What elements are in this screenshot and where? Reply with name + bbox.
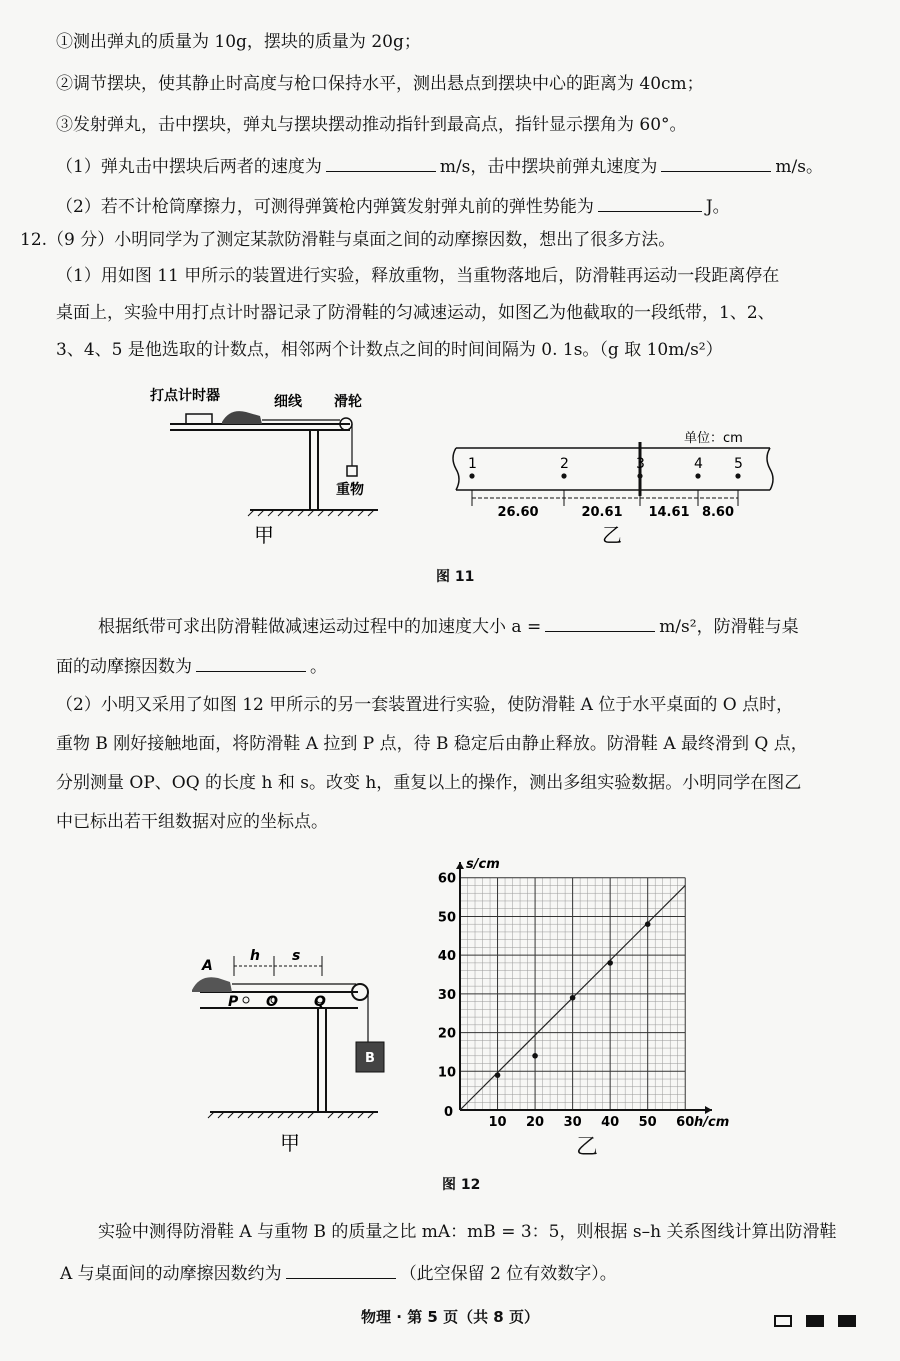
q12-final-text-b: （此空保留 2 位有效数字）。 bbox=[399, 1264, 617, 1284]
fig12-yi-label: 乙 bbox=[576, 1135, 599, 1160]
figure-12-caption: 图 12 bbox=[442, 1177, 481, 1193]
q11-part2-text-a: （2）若不计枪筒摩擦力，可测得弹簧枪内弹簧发射弹丸前的弹性势能为 bbox=[56, 197, 594, 217]
label-b: B bbox=[365, 1051, 375, 1066]
label-q: Q bbox=[314, 994, 326, 1010]
q12-part1-line3: 3、4、5 是他选取的计数点，相邻两个计数点之间的时间间隔为 0. 1s。（g 取 10m/s²） bbox=[56, 340, 723, 360]
label-a: A bbox=[202, 958, 213, 974]
q12-final-line2 bbox=[60, 1261, 617, 1286]
x-tick-label: 20 bbox=[526, 1115, 545, 1130]
fig11-pulley-label: 滑轮 bbox=[334, 394, 362, 410]
q12-accel-text-a: 根据纸带可求出防滑鞋做减速运动过程中的加速度大小 a = bbox=[98, 617, 542, 637]
answer-blank[interactable] bbox=[196, 654, 306, 672]
data-point bbox=[532, 1053, 538, 1059]
fig11-weight-label: 重物 bbox=[336, 482, 364, 498]
x-tick-label: 60 bbox=[676, 1115, 695, 1130]
x-axis-label: h/cm bbox=[694, 1115, 730, 1130]
fig12-apparatus bbox=[192, 956, 384, 1118]
step-2: ②调节摆块，使其静止时高度与枪口保持水平，测出悬点到摆块中心的距离为 40cm； bbox=[56, 74, 704, 94]
y-axis-arrow-icon bbox=[456, 862, 464, 869]
tape-point-label: 4 bbox=[694, 456, 703, 472]
q12-part1-line2: 桌面上，实验中用打点计时器记录了防滑鞋的匀减速运动，如图乙为他截取的一段纸带，1、2、 bbox=[56, 303, 775, 323]
q12-accel-text-d: 。 bbox=[310, 657, 327, 677]
fig11-unit-label: 单位：cm bbox=[684, 431, 743, 446]
fig11-yi-tape bbox=[453, 442, 773, 496]
tape-dot bbox=[469, 473, 474, 478]
q11-part2-text-b: J。 bbox=[705, 197, 730, 217]
figure-11 bbox=[150, 380, 790, 550]
mark-square-outline bbox=[774, 1315, 792, 1327]
tape-dot bbox=[735, 473, 740, 478]
x-tick-label: 30 bbox=[563, 1115, 582, 1130]
y-tick-label: 10 bbox=[437, 1065, 456, 1081]
segment-length: 20.61 bbox=[581, 505, 623, 520]
label-o: O bbox=[266, 994, 278, 1010]
fig11-timer-label: 打点计时器 bbox=[150, 388, 220, 404]
y-tick-label: 60 bbox=[437, 871, 456, 887]
q12-part1-line1: （1）用如图 11 甲所示的装置进行实验，释放重物，当重物落地后，防滑鞋再运动一段距离停在 bbox=[56, 266, 780, 286]
segment-length: 26.60 bbox=[497, 505, 539, 520]
fig11-jia-label: 甲 bbox=[254, 523, 274, 547]
mark-square-filled bbox=[806, 1315, 824, 1327]
fig11-yi-label: 乙 bbox=[602, 523, 622, 547]
q11-part1 bbox=[56, 154, 823, 179]
label-p: P bbox=[228, 994, 239, 1010]
data-point bbox=[570, 995, 576, 1001]
q12-heading: 12.（9 分）小明同学为了测定某款防滑鞋与桌面之间的动摩擦因数，想出了很多方法。 bbox=[20, 230, 676, 250]
q12-accel-text-b: m/s²，防滑鞋与桌 bbox=[659, 617, 799, 637]
q11-part1-text-b: m/s，击中摆块前弹丸速度为 bbox=[439, 157, 658, 177]
tape-point-label: 5 bbox=[734, 456, 743, 472]
tape-point-label: 2 bbox=[560, 456, 569, 472]
q12-accel-text-c: 面的动摩擦因数为 bbox=[56, 657, 192, 677]
tape-dot bbox=[637, 473, 642, 478]
y-tick-label: 40 bbox=[437, 949, 456, 965]
origin-label: 0 bbox=[444, 1105, 454, 1120]
y-tick-label: 50 bbox=[437, 910, 456, 926]
q12-final-text-a: A 与桌面间的动摩擦因数约为 bbox=[60, 1264, 282, 1284]
fig11-jia-apparatus bbox=[170, 411, 378, 516]
q12-part2-line3: 分别测量 OP、OQ 的长度 h 和 s。改变 h，重复以上的操作，测出多组实验数据。小明同学在图乙 bbox=[56, 773, 802, 793]
segment-length: 14.61 bbox=[648, 505, 690, 520]
x-tick-label: 10 bbox=[488, 1115, 507, 1130]
q12-part2-line4: 中已标出若干组数据对应的坐标点。 bbox=[56, 812, 328, 832]
fig12-jia-label: 甲 bbox=[280, 1131, 300, 1155]
q11-part1-text-c: m/s。 bbox=[775, 157, 823, 177]
x-axis-arrow-icon bbox=[705, 1106, 712, 1114]
label-s: s bbox=[292, 948, 301, 964]
shoe-icon bbox=[192, 977, 232, 992]
answer-blank[interactable] bbox=[326, 154, 436, 172]
weight-block bbox=[347, 466, 357, 476]
q12-final-line1: 实验中测得防滑鞋 A 与重物 B 的质量之比 mA：mB = 3：5，则根据 s–h 关系图线计算出防滑鞋 bbox=[98, 1222, 837, 1242]
y-tick-label: 30 bbox=[437, 987, 456, 1003]
q12-part2-line1: （2）小明又采用了如图 12 甲所示的另一套装置进行实验，使防滑鞋 A 位于水平桌面的 O 点时， bbox=[56, 695, 794, 715]
q11-part1-text-a: （1）弹丸击中摆块后两者的速度为 bbox=[56, 157, 322, 177]
tape-dot bbox=[695, 473, 700, 478]
tape-dot bbox=[561, 473, 566, 478]
figure-11-caption: 图 11 bbox=[436, 569, 475, 585]
x-tick-label: 50 bbox=[638, 1115, 657, 1130]
mark-square-filled bbox=[838, 1315, 856, 1327]
q12-accel-line1 bbox=[98, 614, 799, 639]
q11-part2 bbox=[56, 194, 730, 219]
q12-accel-line2 bbox=[56, 654, 327, 679]
x-tick-label: 40 bbox=[601, 1115, 620, 1130]
figure-12-chart bbox=[430, 848, 740, 1158]
data-point bbox=[495, 1072, 501, 1078]
figure-12-jia bbox=[188, 940, 408, 1170]
answer-blank[interactable] bbox=[286, 1261, 396, 1279]
step-3: ③发射弹丸，击中摆块，弹丸与摆块摆动推动指针到最高点，指针显示摆角为 60°。 bbox=[56, 115, 687, 135]
answer-blank[interactable] bbox=[598, 194, 702, 212]
timer-block bbox=[186, 414, 212, 424]
q12-part2-line2: 重物 B 刚好接触地面，将防滑鞋 A 拉到 P 点，待 B 稳定后由静止释放。防滑鞋 A 最终滑到 Q 点， bbox=[56, 734, 808, 754]
data-point bbox=[607, 960, 613, 966]
shoe-icon bbox=[222, 411, 262, 424]
tape-point-label: 3 bbox=[636, 456, 645, 472]
data-point bbox=[645, 921, 651, 927]
step-1: ①测出弹丸的质量为 10g，摆块的质量为 20g； bbox=[56, 32, 421, 52]
y-axis-label: s/cm bbox=[466, 857, 500, 872]
fig11-string-label: 细线 bbox=[274, 394, 302, 410]
segment-length: 8.60 bbox=[701, 505, 735, 520]
corner-marks bbox=[774, 1310, 870, 1329]
tape-point-label: 1 bbox=[468, 456, 477, 472]
answer-blank[interactable] bbox=[661, 154, 771, 172]
page-footer: 物理 · 第 5 页（共 8 页） bbox=[361, 1308, 539, 1326]
y-tick-label: 20 bbox=[437, 1026, 456, 1042]
label-h: h bbox=[250, 948, 260, 964]
answer-blank[interactable] bbox=[545, 614, 655, 632]
